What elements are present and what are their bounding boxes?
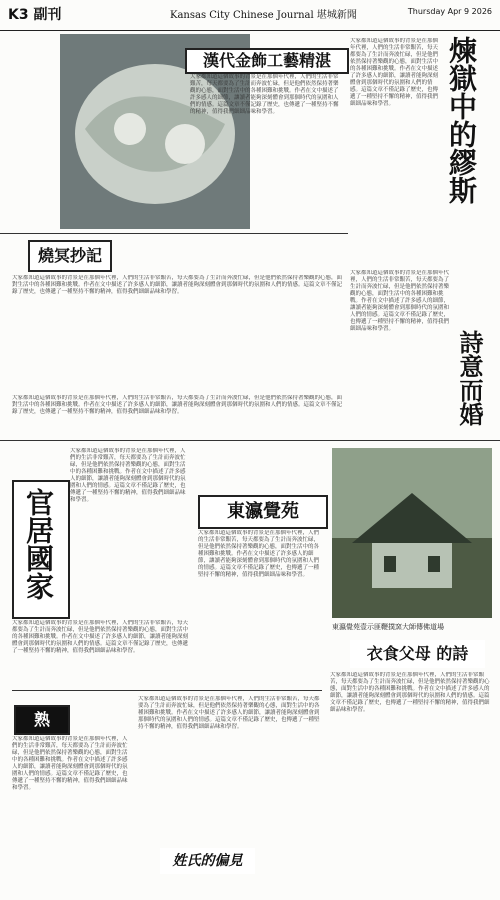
parents-title-text: 衣食父母 的詩 [366, 644, 469, 663]
bottom-mid-title-text: 姓氏的偏見 [172, 853, 243, 869]
parents-body: 大家都知道這個故事的背景是在那個年代裡，人們的生活非常艱苦，每天都要為了生計而奔波忙碌，但是他們依然保持著樂觀的心態，面對生活中的各種困難和挑戰。作者在文中描述了許多感人的細節，讓讀者能夠深刻體會到那個時代的氛圍和人們的情感。這篇文章不僅記錄了歷史，也傳遞了一種堅持不懈的精神，值得我們細細品味和學習。 [330, 672, 490, 713]
han-jade-title-text: 漢代金飾工藝精湛 [202, 51, 331, 70]
bottom-mid-body: 大家都知道這個故事的背景是在那個年代裡，人們的生活非常艱苦，每天都要為了生計而奔波忙碌，但是他們依然保持著樂觀的心態，面對生活中的各種困難和挑戰。作者在文中描述了許多感人的細節，讓讀者能夠深刻體會到那個時代的氛圍和人們的情感。這篇文章不僅記錄了歷史，也傳遞了一種堅持不懈的精神，值得我們細細品味和學習。 [138, 696, 320, 730]
column-right-top: 大家都知道這個故事的背景是在那個年代裡，人們的生活非常艱苦，每天都要為了生計而奔波忙碌，但是他們依然保持著樂觀的心態，面對生活中的各種困難和挑戰。作者在文中描述了許多感人的細節，讓讀者能夠深刻體會到那個時代的氛圍和人們的情感。這篇文章不僅記錄了歷史，也傳遞了一種堅持不懈的精神，值得我們細細品味和學習。 [350, 38, 439, 107]
parents-title [350, 640, 485, 668]
prison-muse-title: 煉獄中的繆斯 [445, 36, 478, 204]
bottom-mid-title [160, 848, 255, 874]
page-header [0, 0, 500, 31]
gov-body: 大家都知道這個故事的背景是在那個年代裡，人們的生活非常艱苦，每天都要為了生計而奔波忙碌，但是他們依然保持著樂觀的心態，面對生活中的各種困難和挑戰。作者在文中描述了許多感人的細節，讓讀者能夠深刻體會到那個時代的氛圍和人們的情感。這篇文章不僅記錄了歷史，也傳遞了一種堅持不懈的精神，值得我們細細品味和學習。 [70, 448, 186, 503]
poem-title: 詩意而婚 [455, 330, 484, 426]
zen-image-caption: 東瀛覺苑壹示匪鞭撲窯大師傳佛道場 [332, 623, 444, 631]
fraud-body-2: 大家都知道這個故事的背景是在那個年代裡，人們的生活非常艱苦，每天都要為了生計而奔波忙碌，但是他們依然保持著樂觀的心態，面對生活中的各種困難和挑戰。作者在文中描述了許多感人的細節，讓讀者能夠深刻體會到那個時代的氛圍和人們的情感。這篇文章不僅記錄了歷史，也傳遞了一種堅持不懈的精神，值得我們細細品味和學習。 [12, 395, 343, 415]
han-jade-title [185, 48, 349, 74]
bottom-left-body: 大家都知道這個故事的背景是在那個年代裡，人們的生活非常艱苦，每天都要為了生計而奔波忙碌，但是他們依然保持著樂觀的心態，面對生活中的各種困難和挑戰。作者在文中描述了許多感人的細節，讓讀者能夠深刻體會到那個時代的氛圍和人們的情感。這篇文章不僅記錄了歷史，也傳遞了一種堅持不懈的精神，值得我們細細品味和學習。 [12, 736, 128, 791]
right-column-body: 大家都知道這個故事的背景是在那個年代裡，人們的生活非常艱苦，每天都要為了生計而奔波忙碌，但是他們依然保持著樂觀的心態，面對生活中的各種困難和挑戰。作者在文中描述了許多感人的細節，讓讀者能夠深刻體會到那個時代的氛圍和人們的情感。這篇文章不僅記錄了歷史，也傳遞了一種堅持不懈的精神，值得我們細細品味和學習。 [350, 270, 450, 332]
han-jade-body: 大家都知道這個故事的背景是在那個年代裡，人們的生活非常艱苦，每天都要為了生計而奔波忙碌，但是他們依然保持著樂觀的心態，面對生活中的各種困難和挑戰。作者在文中描述了許多感人的細節，讓讀者能夠深刻體會到那個時代的氛圍和人們的情感。這篇文章不僅記錄了歷史，也傳遞了一種堅持不懈的精神，值得我們細細品味和學習。 [190, 74, 339, 115]
gov-title [12, 480, 70, 619]
section-label: K3 副刊 [8, 7, 62, 23]
divider [0, 440, 500, 441]
bottom-left-title-text: 熟 [33, 710, 50, 729]
gov-body-2: 大家都知道這個故事的背景是在那個年代裡，人們的生活非常艱苦，每天都要為了生計而奔波忙碌，但是他們依然保持著樂觀的心態，面對生活中的各種困難和挑戰。作者在文中描述了許多感人的細節，讓讀者能夠深刻體會到那個時代的氛圍和人們的情感。這篇文章不僅記錄了歷史，也傳遞了一種堅持不懈的精神，值得我們細細品味和學習。 [12, 620, 189, 654]
bottom-left-title [14, 705, 70, 735]
fraud-body-1: 大家都知道這個故事的背景是在那個年代裡，人們的生活非常艱苦，每天都要為了生計而奔波忙碌，但是他們依然保持著樂觀的心態，面對生活中的各種困難和挑戰。作者在文中描述了許多感人的細節，讓讀者能夠深刻體會到那個時代的氛圍和人們的情感。這篇文章不僅記錄了歷史，也傳遞了一種堅持不懈的精神，值得我們細細品味和學習。 [12, 275, 343, 295]
zen-temple-image [332, 448, 492, 618]
fraud-title-text: 燒冥抄記 [37, 246, 102, 265]
zen-body: 大家都知道這個故事的背景是在那個年代裡，人們的生活非常艱苦，每天都要為了生計而奔波忙碌，但是他們依然保持著樂觀的心態，面對生活中的各種困難和挑戰。作者在文中描述了許多感人的細節，讓讀者能夠深刻體會到那個時代的氛圍和人們的情感。這篇文章不僅記錄了歷史，也傳遞了一種堅持不懈的精神，值得我們細細品味和學習。 [198, 530, 320, 578]
divider [12, 690, 322, 691]
zen-title-text: 東瀛覺苑 [227, 501, 299, 522]
zen-title [198, 495, 328, 529]
paper-name: Kansas City Chinese Journal 堪城新聞 [170, 10, 357, 21]
gov-title-text: 官居國家 [22, 488, 55, 600]
issue-date: Thursday Apr 9 2026 [407, 7, 492, 16]
fraud-title [28, 240, 112, 272]
divider [0, 233, 348, 234]
